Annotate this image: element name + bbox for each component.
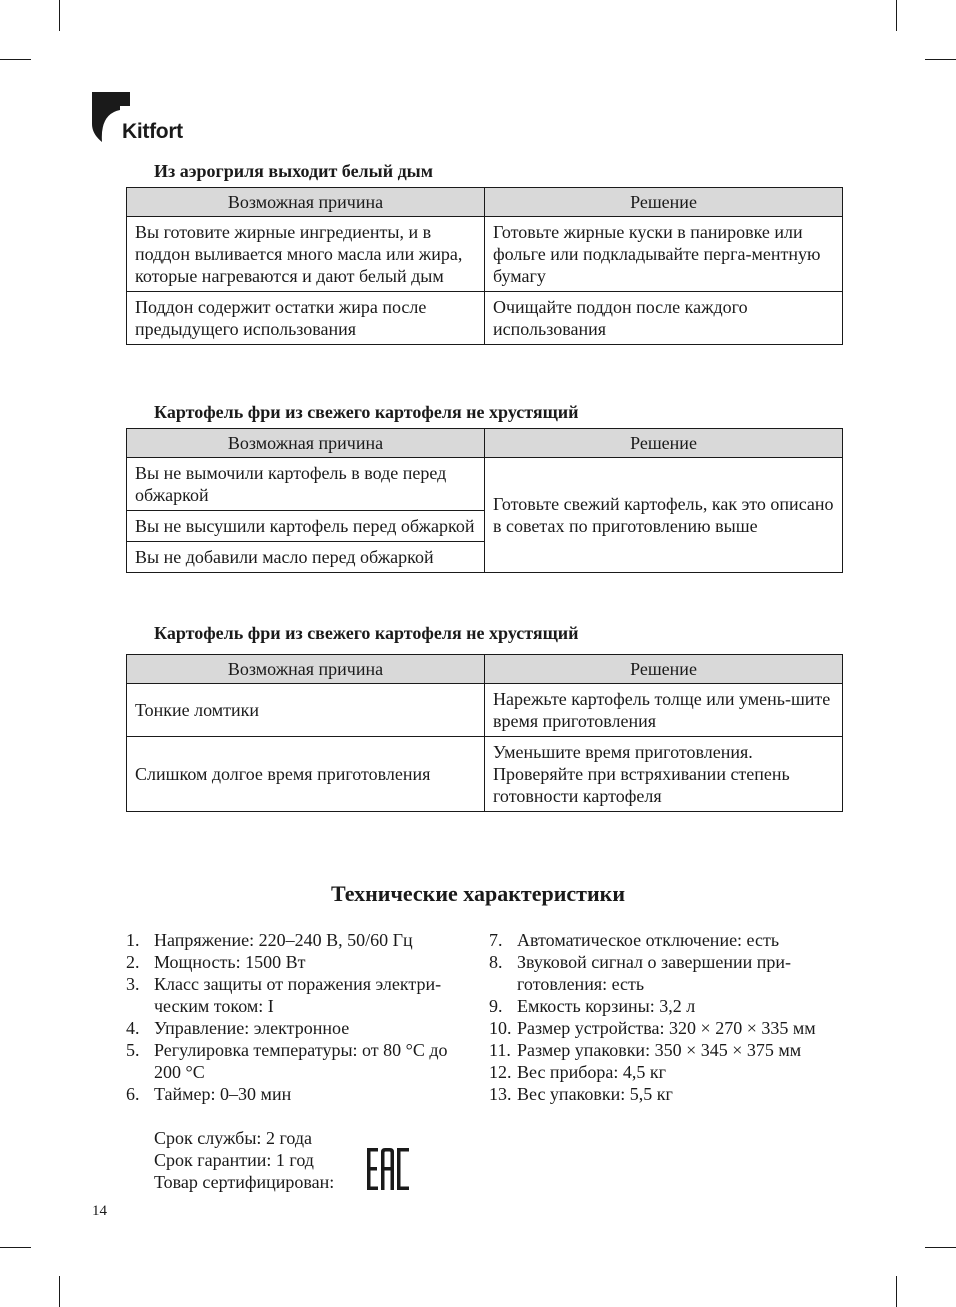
solution-cell: Готовьте свежий картофель, как это описано в советах по приготовлению выше bbox=[485, 458, 843, 573]
table-row bbox=[127, 217, 843, 292]
item-text: Регулировка температуры: от 80 °С до 200 °С bbox=[154, 1040, 448, 1082]
page-number: 14 bbox=[92, 1203, 107, 1219]
cause-cell: Поддон содержит остатки жира после предыдущего использования bbox=[127, 292, 485, 345]
list-item bbox=[126, 1017, 478, 1039]
eac-mark-icon bbox=[366, 1148, 410, 1190]
item-text: Вес упаковки: 5,5 кг bbox=[517, 1084, 673, 1104]
list-item bbox=[489, 929, 849, 951]
list-item bbox=[489, 1039, 849, 1061]
table-row bbox=[127, 292, 843, 345]
list-item bbox=[489, 1083, 849, 1105]
crop-mark bbox=[0, 59, 31, 60]
cause-cell: Вы не вымочили картофель в воде перед обжаркой bbox=[127, 458, 485, 511]
cause-cell: Вы не высушили картофель перед обжаркой bbox=[127, 511, 485, 542]
crop-mark bbox=[925, 59, 956, 60]
warranty-period: Срок гарантии: 1 год bbox=[154, 1150, 314, 1170]
item-number: 2. bbox=[126, 952, 140, 972]
cause-cell: Слишком долгое время приготовления bbox=[127, 737, 485, 812]
list-item bbox=[126, 1083, 478, 1105]
header-solution: Решение bbox=[485, 429, 843, 458]
specs-list-left bbox=[126, 929, 478, 1105]
solution-cell: Готовьте жирные куски в панировке или фольге или подкладывайте перга-ментную бумагу bbox=[485, 217, 843, 292]
header-solution: Решение bbox=[485, 655, 843, 684]
cause-cell: Вы не добавили масло перед обжаркой bbox=[127, 542, 485, 573]
item-text: Управление: электронное bbox=[154, 1018, 350, 1038]
troubleshoot-table-smoke bbox=[126, 187, 843, 345]
list-item bbox=[489, 1061, 849, 1083]
crop-mark bbox=[59, 0, 60, 31]
item-number: 13. bbox=[489, 1084, 512, 1104]
service-life: Срок службы: 2 года bbox=[154, 1128, 313, 1148]
solution-cell: Очищайте поддон после каждого использования bbox=[485, 292, 843, 345]
item-text: Мощность: 1500 Вт bbox=[154, 952, 306, 972]
list-item bbox=[126, 973, 478, 1017]
troubleshoot-table-fries-2 bbox=[126, 654, 843, 812]
header-cause: Возможная причина bbox=[127, 429, 485, 458]
item-text: Автоматическое отключение: есть bbox=[517, 930, 780, 950]
brand-name: Kitfort bbox=[122, 120, 183, 143]
header-cause: Возможная причина bbox=[127, 655, 485, 684]
item-number: 6. bbox=[126, 1084, 140, 1104]
item-number: 8. bbox=[489, 952, 503, 972]
solution-cell: Нарежьте картофель толще или умень-шите время приготовления bbox=[485, 684, 843, 737]
item-text: Таймер: 0–30 мин bbox=[154, 1084, 292, 1104]
header-cause: Возможная причина bbox=[127, 188, 485, 217]
brand-logo bbox=[92, 92, 202, 146]
crop-mark bbox=[925, 1247, 956, 1248]
warranty-info bbox=[154, 1127, 334, 1193]
list-item bbox=[489, 951, 849, 995]
table-row bbox=[127, 684, 843, 737]
specs-list-right bbox=[489, 929, 849, 1105]
list-item bbox=[489, 995, 849, 1017]
table-row bbox=[127, 458, 843, 511]
item-number: 11. bbox=[489, 1040, 511, 1060]
item-number: 1. bbox=[126, 930, 140, 950]
table-row bbox=[127, 737, 843, 812]
certification-label: Товар сертифицирован: bbox=[154, 1172, 335, 1192]
item-number: 5. bbox=[126, 1040, 140, 1060]
item-text: Звуковой сигнал о завершении при-готовления: есть bbox=[517, 952, 791, 994]
item-number: 7. bbox=[489, 930, 503, 950]
item-text: Вес прибора: 4,5 кг bbox=[517, 1062, 666, 1082]
list-item bbox=[126, 951, 478, 973]
cause-cell: Вы готовите жирные ингредиенты, и в поддон выливается много масла или жира, которые нагреваются и дают белый дым bbox=[127, 217, 485, 292]
list-item bbox=[126, 929, 478, 951]
item-text: Класс защиты от поражения электри-ческим током: I bbox=[154, 974, 442, 1016]
item-number: 9. bbox=[489, 996, 503, 1016]
header-solution: Решение bbox=[485, 188, 843, 217]
cause-cell: Тонкие ломтики bbox=[127, 684, 485, 737]
item-number: 10. bbox=[489, 1018, 512, 1038]
item-text: Емкость корзины: 3,2 л bbox=[517, 996, 696, 1016]
section-title-white-smoke: Из аэрогриля выходит белый дым bbox=[154, 161, 433, 181]
item-text: Напряжение: 220–240 В, 50/60 Гц bbox=[154, 930, 413, 950]
item-text: Размер устройства: 320 × 270 × 335 мм bbox=[517, 1018, 816, 1038]
section-title-fries-2: Картофель фри из свежего картофеля не хрустящий bbox=[154, 623, 579, 643]
list-item bbox=[489, 1017, 849, 1039]
solution-cell: Уменьшите время приготовления. Проверяйте при встряхивании степень готовности картофеля bbox=[485, 737, 843, 812]
list-item bbox=[126, 1039, 478, 1083]
crop-mark bbox=[0, 1247, 31, 1248]
crop-mark bbox=[59, 1276, 60, 1307]
section-title-fries-1: Картофель фри из свежего картофеля не хрустящий bbox=[154, 402, 579, 422]
item-number: 12. bbox=[489, 1062, 512, 1082]
item-number: 4. bbox=[126, 1018, 140, 1038]
crop-mark bbox=[896, 1276, 897, 1307]
item-text: Размер упаковки: 350 × 345 × 375 мм bbox=[517, 1040, 802, 1060]
troubleshoot-table-fries-1 bbox=[126, 428, 843, 573]
specs-title: Технические характеристики bbox=[330, 881, 626, 906]
item-number: 3. bbox=[126, 974, 140, 994]
crop-mark bbox=[896, 0, 897, 31]
